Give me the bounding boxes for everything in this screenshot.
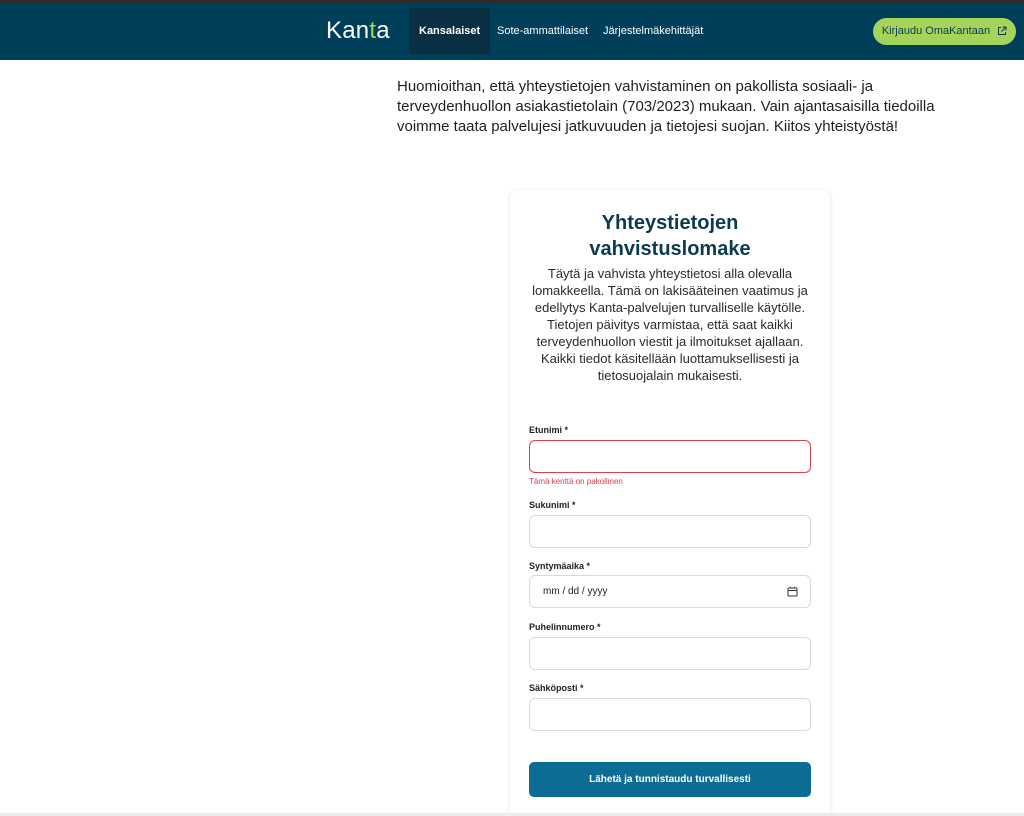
firstname-error-message: Tämä kenttä on pakollinen [529, 477, 623, 486]
nav-item-jarjestelmakehittajat[interactable]: Järjestelmäkehittäjät [603, 25, 704, 37]
contact-form-card [510, 190, 830, 816]
birthdate-label: Syntymäaika * [529, 561, 591, 571]
email-input[interactable] [529, 698, 811, 731]
top-navigation [0, 3, 1024, 60]
kanta-logo[interactable]: Kanta [326, 17, 390, 44]
lastname-input[interactable] [529, 515, 811, 548]
birthdate-input[interactable] [529, 575, 811, 608]
lastname-label: Sukunimi * [529, 500, 576, 510]
login-button-label: Kirjaudu OmaKantaan [881, 25, 991, 37]
email-label: Sähköposti * [529, 683, 584, 693]
firstname-label: Etunimi * [529, 425, 569, 435]
firstname-input[interactable] [529, 440, 811, 473]
form-title: Yhteystietojen vahvistuslomake [589, 212, 751, 260]
login-omakanta-button[interactable] [873, 18, 1016, 45]
form-description: Täytä ja vahvista yhteystietosi alla olevalla lomakkeella. Tämä on lakisääteinen vaatimus ja edellytys Kanta-palvelujen turvalliselle käytölle. Tietojen päivitys varmistaa, että saat kaikki terveydenhuollon viestit ja ilmoitukset ajallaan. Kaikki tiedot käsitellään luottamuksellisesti ja tietosuojalain mukaisesti. [532, 266, 808, 383]
nav-item-sote-ammattilaiset[interactable]: Sote-ammattilaiset [497, 25, 589, 37]
phone-label: Puhelinnumero * [529, 622, 601, 632]
legal-notice-text: Huomioithan, että yhteystietojen vahvistaminen on pakollista sosiaali- ja terveydenhuollon asiakastietolain (703/2023) mukaan. Vain ajantasaisilla tiedoilla voimme taata palvelujesi jatkuvuuden ja tietojesi suojan. Kiitos yhteistyöstä! [397, 78, 935, 135]
external-link-icon [997, 26, 1007, 36]
submit-button[interactable]: Lähetä ja tunnistaudu turvallisesti [529, 762, 811, 797]
birthdate-placeholder: mm / dd / yyyy [543, 586, 608, 597]
phone-input[interactable] [529, 637, 811, 670]
nav-item-kansalaiset[interactable]: Kansalaiset [409, 8, 490, 54]
calendar-icon[interactable] [787, 586, 798, 597]
